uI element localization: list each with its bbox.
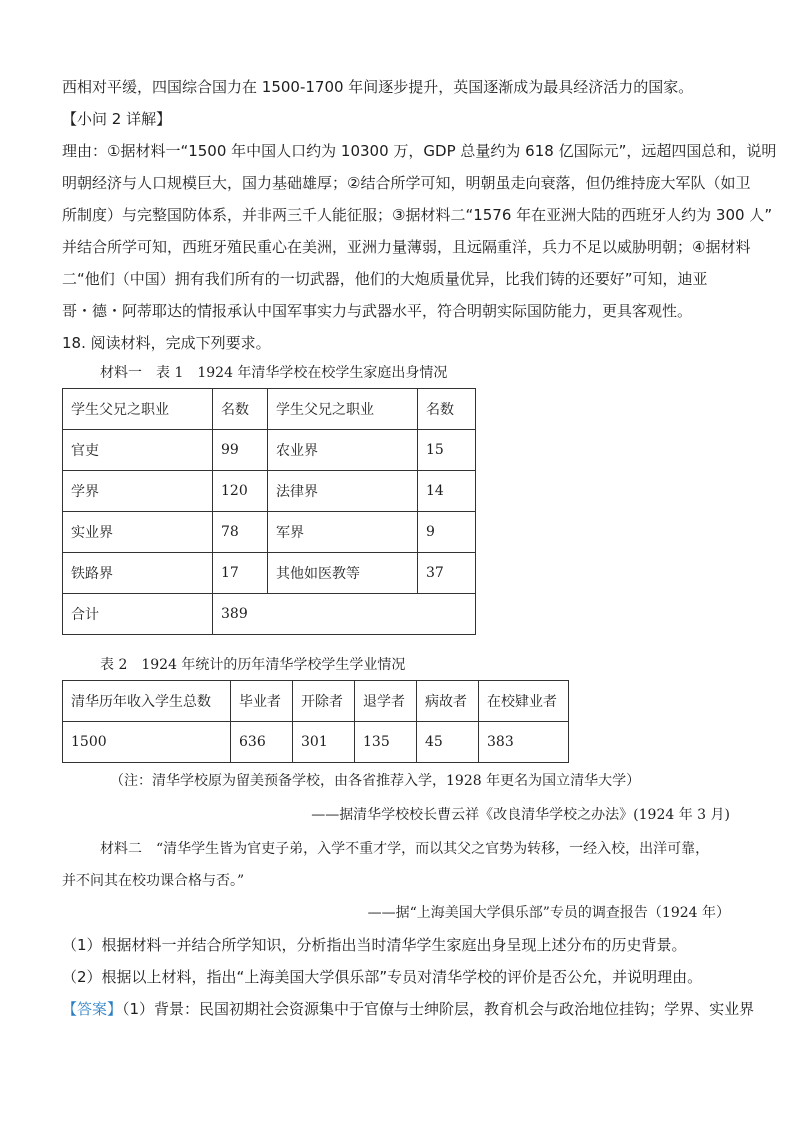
table-cell: 9 <box>418 512 476 553</box>
table-row <box>63 553 476 594</box>
table-cell: 官吏 <box>63 430 213 471</box>
table2-header-row <box>63 681 569 722</box>
table-cell: 636 <box>231 722 293 763</box>
answer-tag: 【答案】 <box>62 1000 123 1018</box>
table-cell: 法律界 <box>268 471 418 512</box>
table-row <box>63 430 476 471</box>
q2-detail-label: 【小问 2 详解】 <box>62 110 172 128</box>
table-cell: 农业界 <box>268 430 418 471</box>
table-cell: 120 <box>213 471 268 512</box>
reason-line-6: 哥・德・阿蒂耶达的情报承认中国军事实力与武器水平，符合明朝实际国防能力，更具客观性。 <box>62 302 693 320</box>
table-cell: 383 <box>479 722 569 763</box>
material2-line-1: 材料二 “清华学生皆为官吏子弟，入学不重才学，而以其父之官势为转移，一经入校，出洋可靠， <box>100 841 710 857</box>
table-cell: 37 <box>418 553 476 594</box>
table1-header-row <box>63 389 476 430</box>
table1-total-row <box>63 594 476 635</box>
table1-header: 学生父兄之职业 <box>268 389 418 430</box>
question-18: 18. 阅读材料，完成下列要求。 <box>62 334 271 352</box>
task-1: （1）根据材料一并结合所学知识，分析指出当时清华学生家庭出身呈现上述分布的历史背景。 <box>62 936 687 954</box>
table1-header: 名数 <box>418 389 476 430</box>
table-cell: 军界 <box>268 512 418 553</box>
table2-header: 在校肄业者 <box>479 681 569 722</box>
reason-line-1: 理由：①据材料一“1500 年中国人口约为 10300 万，GDP 总量约为 618 亿国际元”，远超四国总和，说明 <box>62 142 777 160</box>
table-cell: 17 <box>213 553 268 594</box>
table2-header: 退学者 <box>355 681 417 722</box>
source-citation-1: ——据清华学校校长曹云祥《改良清华学校之办法》(1924 年 3 月) <box>311 807 730 823</box>
table-cell: 其他如医教等 <box>268 553 418 594</box>
table-row <box>63 722 569 763</box>
reason-line-5: 二“他们（中国）拥有我们所有的一切武器，他们的大炮质量优异，比我们铸的还要好”可知，迪亚 <box>62 270 708 288</box>
table-cell: 99 <box>213 430 268 471</box>
table-cell: 135 <box>355 722 417 763</box>
table2-header: 清华历年收入学生总数 <box>63 681 231 722</box>
reason-line-3: 所制度）与完整国防体系，并非两三千人能征服；③据材料二“1576 年在亚洲大陆的西班牙人约为 300 人” <box>62 206 773 224</box>
table2-header: 病故者 <box>417 681 479 722</box>
table2-header: 毕业者 <box>231 681 293 722</box>
table2 <box>62 680 569 763</box>
table-row <box>63 471 476 512</box>
answer-line <box>62 998 754 1020</box>
material2-line-2: 并不问其在校功课合格与否。” <box>62 873 245 889</box>
table1-header: 名数 <box>213 389 268 430</box>
table-cell: 301 <box>293 722 355 763</box>
table-cell: 14 <box>418 471 476 512</box>
table-cell: 78 <box>213 512 268 553</box>
total-value: 389 <box>213 594 476 635</box>
table-cell: 1500 <box>63 722 231 763</box>
source-citation-2: ——据“上海美国大学俱乐部”专员的调查报告（1924 年） <box>367 905 730 921</box>
table-cell: 45 <box>417 722 479 763</box>
table-cell: 学界 <box>63 471 213 512</box>
table-row <box>63 512 476 553</box>
reason-line-2: 明朝经济与人口规模巨大，国力基础雄厚；②结合所学可知，明朝虽走向衰落，但仍维持庞大军队（如卫 <box>62 174 751 192</box>
top-paragraph: 西相对平缓，四国综合国力在 1500-1700 年间逐步提升，英国逐渐成为最具经济活力的国家。 <box>62 78 694 96</box>
table2-header: 开除者 <box>293 681 355 722</box>
table1 <box>62 388 476 635</box>
task-2: （2）根据以上材料，指出“上海美国大学俱乐部”专员对清华学校的评价是否公允，并说明理由。 <box>62 968 703 986</box>
table-cell: 15 <box>418 430 476 471</box>
answer-text: （1）背景：民国初期社会资源集中于官僚与士绅阶层，教育机会与政治地位挂钩；学界、实业界 <box>122 1000 755 1018</box>
table2-caption: 表 2 1924 年统计的历年清华学校学生学业情况 <box>100 657 406 673</box>
table-cell: 铁路界 <box>63 553 213 594</box>
table-cell: 实业界 <box>63 512 213 553</box>
table1-header: 学生父兄之职业 <box>63 389 213 430</box>
reason-line-4: 并结合所学可知，西班牙殖民重心在美洲，亚洲力量薄弱，且远隔重洋，兵力不足以威胁明朝；④据材料 <box>62 238 751 256</box>
table1-caption: 材料一 表 1 1924 年清华学校在校学生家庭出身情况 <box>100 365 448 381</box>
total-label: 合计 <box>63 594 213 635</box>
table-note: （注：清华学校原为留美预备学校，由各省推荐入学，1928 年更名为国立清华大学） <box>110 773 641 789</box>
